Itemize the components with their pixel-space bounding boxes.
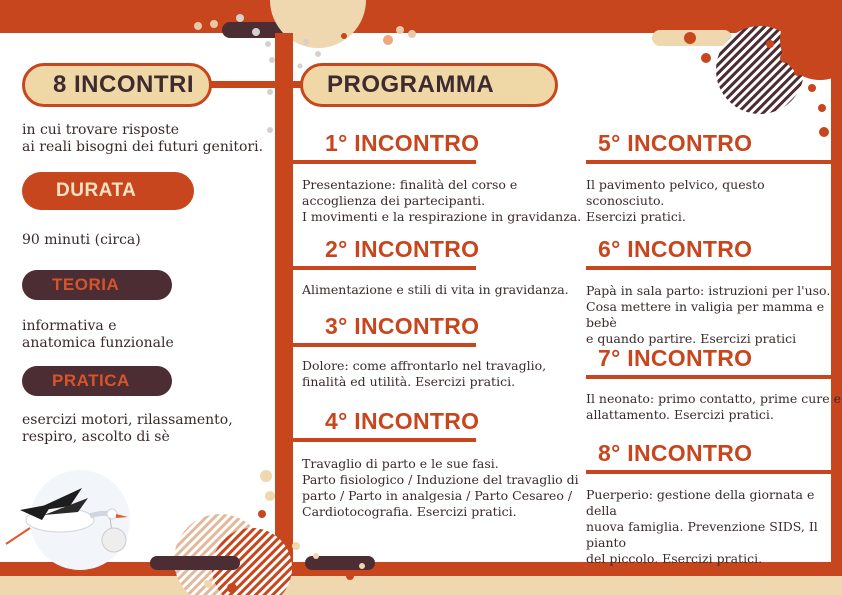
session-5-title: 5° INCONTRO (598, 130, 753, 156)
pratica-text: esercizi motori, rilassamento, respiro, ascolto di sè (22, 412, 233, 445)
durata-text: 90 minuti (circa) (22, 232, 141, 248)
session-4-title: 4° INCONTRO (325, 408, 480, 434)
session-2-rule (293, 266, 476, 270)
incontri-pill (22, 63, 212, 107)
session-7-rule (586, 375, 831, 379)
session-3-body: Dolore: come affrontarlo nel travaglio, finalità ed utilità. Esercizi pratici. (302, 358, 547, 389)
session-6-title: 6° INCONTRO (598, 236, 753, 262)
pratica-label: PRATICA (52, 371, 130, 390)
durata-label: DURATA (56, 180, 137, 201)
session-7-body: Il neonato: primo contatto, prime cure e allattamento. Esercizi pratici. (586, 391, 842, 422)
teoria-pill (22, 270, 172, 300)
session-1-body: Presentazione: finalità del corso e accoglienza dei partecipanti. I movimenti e la respirazione in gravidanza. (302, 177, 582, 224)
session-4-body: Travaglio di parto e le sue fasi. Parto fisiologico / Induzione del travaglio di parto / Parto in analgesia / Parto Cesareo / Cardiotocografia. Esercizi pratici. (302, 456, 579, 519)
session-8-body: Puerperio: gestione della giornata e della nuova famiglia. Prevenzione SIDS, Il pianto del piccolo. Esercizi pratici. (586, 487, 818, 566)
session-1-title: 1° INCONTRO (325, 130, 480, 156)
teoria-label: TEORIA (52, 275, 120, 294)
session-5-body: Il pavimento pelvico, questo sconosciuto. Esercizi pratici. (586, 177, 765, 224)
incontri-title: 8 INCONTRI (53, 71, 195, 98)
session-6-rule (586, 266, 831, 270)
session-1-rule (293, 160, 476, 164)
durata-pill (22, 172, 194, 210)
session-7-title: 7° INCONTRO (598, 345, 753, 371)
pratica-pill (22, 366, 172, 396)
session-3-rule (293, 343, 476, 347)
session-4-rule (293, 438, 476, 442)
programma-title: PROGRAMMA (327, 71, 495, 98)
session-6-body: Papà in sala parto: istruzioni per l'uso. Cosa mettere in valigia per mamma e bebè e quando partire. Esercizi pratici (586, 283, 831, 346)
session-8-title: 8° INCONTRO (598, 440, 753, 466)
session-2-body: Alimentazione e stili di vita in gravidanza. (302, 282, 569, 297)
programma-pill (300, 63, 558, 107)
session-3-title: 3° INCONTRO (325, 313, 480, 339)
teoria-text: informativa e anatomica funzionale (22, 318, 174, 351)
session-2-title: 2° INCONTRO (325, 236, 480, 262)
incontri-subtitle: in cui trovare risposte ai reali bisogni dei futuri genitori. (22, 122, 264, 155)
session-8-rule (586, 470, 831, 474)
session-5-rule (586, 160, 831, 164)
